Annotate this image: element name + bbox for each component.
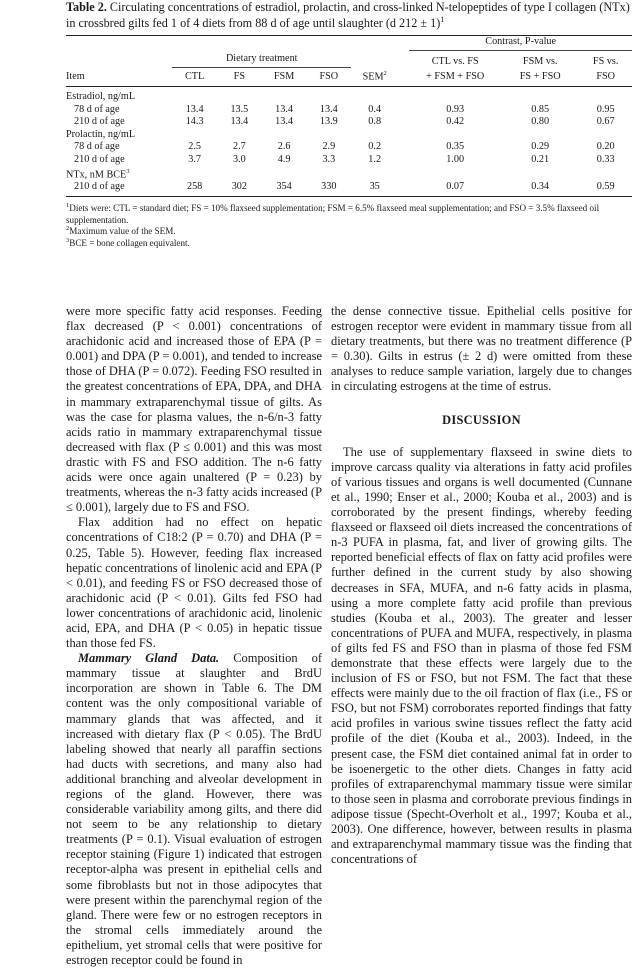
cell: 0.21 — [531, 153, 550, 165]
table-2 — [66, 0, 632, 249]
paragraph: Flax addition had no effect on hepatic concentrations of C18:2 (P = 0.70) and DHA (P = 0.25, Table 5). However, feeding flax increased hepatic concentrations of linolenic acid and EPA (P < 0.01), and feeding FS or FSO decreased those of arachidonic acid (P < 0.01). Gilts fed FSO had lower concentrations of arachidonic acid, linolenic acid, EPA, and DHA (P < 0.05) in hepatic tissue than those fed FS. — [66, 515, 322, 651]
header-fsm: FSM — [273, 70, 295, 82]
cell: 13.4 — [275, 103, 293, 115]
header-sem: SEM — [362, 70, 384, 82]
row-label-sup: 3 — [126, 167, 130, 175]
table-row — [66, 181, 632, 197]
cell: 354 — [262, 181, 307, 197]
paragraph — [66, 651, 322, 968]
cell: 0.93 — [446, 103, 465, 115]
footnote-text: BCE = bone collagen equivalent. — [69, 237, 190, 248]
cell: 0.8 — [368, 116, 382, 128]
cell: 4.9 — [277, 153, 291, 165]
cell: 13.9 — [319, 116, 338, 128]
cell: 3.3 — [322, 153, 336, 165]
cell: 0.35 — [446, 141, 465, 153]
header-fso: FSO — [319, 70, 339, 82]
table-footnotes — [66, 203, 632, 249]
table-caption — [66, 0, 632, 31]
cell: 14.3 — [185, 116, 204, 128]
cell: 0.80 — [531, 116, 550, 128]
table-caption-text: Circulating concentrations of estradiol, prolactin, and cross-linked N-telopeptides of type I collagen (NTx) in crossbred gilts fed 1 of 4 diets from 88 d of age until slaughter (d 212 ± 1) — [66, 0, 630, 30]
paragraph: were more specific fatty acid responses. Feeding flax decreased (P < 0.001) concentrations of arachidonic acid and increased those of EPA (P = 0.001) and DPA (P = 0.001), and tended to increase those of DHA (P = 0.072). Feeding FSO resulted in the greatest concentrations of EPA, DPA, and DHA in mammary extraparenchymal tissue of gilts. As was the case for plasma values, the n-6/n-3 fatty acids ratio in mammary extraparenchymal tissue decreased with flax (P ≤ 0.001) and this was most drastic with FS and FSO addition. The n-6 fatty acids were once again unaltered (P = 0.23) by treatments, whereas the n-3 fatty acids increased (P ≤ 0.001), largely due to FS and FSO. — [66, 304, 322, 515]
footnote-marker: 1 — [66, 202, 70, 210]
header-contrast-1-line2: + FSM + FSO — [426, 70, 485, 82]
table-row — [66, 141, 632, 154]
cell: 0.95 — [596, 103, 615, 115]
footnote-text: Maximum value of the SEM. — [69, 226, 176, 237]
header-contrast-3-line2: FSO — [596, 70, 616, 82]
cell: 0.67 — [596, 116, 615, 128]
header-fs: FS — [233, 70, 246, 82]
cell: 1.2 — [368, 153, 382, 165]
header-contrast-2-line1: FSM vs. — [522, 55, 558, 67]
cell: 13.4 — [319, 103, 338, 115]
cell: 0.07 — [409, 181, 501, 197]
right-column — [331, 304, 632, 867]
cell: 13.5 — [230, 103, 249, 115]
cell: 0.4 — [368, 103, 382, 115]
cell: 13.4 — [230, 116, 249, 128]
row-label: Prolactin, ng/mL — [66, 128, 136, 140]
cell: 13.4 — [275, 116, 293, 128]
footnote-marker: 2 — [66, 225, 70, 233]
cell: 0.85 — [531, 103, 550, 115]
row-label: 210 d of age — [66, 181, 172, 197]
table-row — [66, 103, 632, 116]
table-row — [66, 166, 632, 181]
paragraph-text: Composition of mammary tissue at slaughter and BrdU incorporation are shown in Table 6. The DM content was the only compositional variable of mammary glands that was affected, and it increased with dietary flax (P < 0.05). The BrdU labeling showed that nearly all paraffin sections had ducts with secretions, and many also had additional branching and alveolar development in regions of the gland. However, there was considerable variability among gilts, and there did not seem to be any relationship to dietary treatments (P = 0.1). Visual evaluation of estrogen receptor staining (Figure 1) indicated that estrogen receptor-alpha was present in epithelial cells and some fibroblasts but not in those adipocytes that were present within the parenchymal region of the gland. There were few or no estrogen receptors in the stromal cells immediately around the epithelium, yet stromal cells that were positive for estrogen receptor could be found in — [66, 651, 322, 968]
row-label: 78 d of age — [74, 103, 120, 115]
table-caption-sup: 1 — [440, 14, 445, 24]
header-contrast: Contrast, P-value — [485, 36, 557, 47]
table-body — [66, 86, 632, 196]
footnote — [66, 238, 632, 249]
section-heading: DISCUSSION — [442, 412, 521, 427]
cell: 3.7 — [188, 153, 201, 165]
cell: 0.34 — [501, 181, 579, 197]
left-column — [66, 304, 322, 968]
paragraph: The use of supplementary flaxseed in swine diets to improve carcass quality via alterations in fatty acid profiles of various tissues and organs is well documented (Cunnane et al., 1990; Enser et al., 2000; Kouba et al., 2003) and is corroborated by the present findings, whereby feeding flaxseed or flaxseed oil diets increased the concentrations of n-3 PUFA in plasma, fat, and liver of growing gilts. The reported beneficial effects of flax on fatty acid profiles were further defined in the current study by also showing decreases in SFA, MUFA, and n-6 fatty acids in plasma, using a more complete fatty acid profile than previous studies (Kouba et al., 2003). The greater and lesser concentrations of PUFA and MUFA, respectively, in plasma of gilts fed FS and FSO than in plasma of those fed FSM demonstrate that these effects were largely due to the inclusion of FS or FSO, but not FSM. The fact that these effects were mainly due to the oil fraction of flax (i.e., FS or FSO, but not FSM) corroborates reported findings that fatty acid profiles in various swine tissues reflect the fatty acid profile of the diet (Kouba et al., 2003). Indeed, in the present case, the FSM diet contained animal fat in order to be isoenergetic to the other diets. Changes in fatty acid profiles of extraparenchymal mammary tissue were similar to those seen in plasma and corroborate previous findings in adipose tissue (Specht-Overholt et al., 1997; Kouba et al., 2003). One difference, however, between results in plasma and extraparenchymal mammary tissue was the finding that concentrations of — [331, 444, 632, 867]
cell: 0.59 — [579, 181, 632, 197]
header-dietary-treatment: Dietary treatment — [225, 53, 298, 64]
cell: 258 — [172, 181, 217, 197]
header-contrast-1-line1: CTL vs. FS — [431, 55, 479, 67]
footnote-marker: 3 — [66, 236, 70, 244]
cell: 35 — [351, 181, 398, 197]
row-label: Estradiol, ng/mL — [66, 90, 136, 102]
footnote — [66, 203, 632, 226]
table-row — [66, 116, 632, 129]
header-contrast-3-line1: FS vs. — [592, 55, 619, 67]
cell: 2.6 — [277, 141, 291, 153]
cell: 0.20 — [596, 141, 615, 153]
header-sem-sup: 2 — [383, 69, 387, 77]
header-ctl: CTL — [184, 70, 205, 82]
footnote-text: Diets were: CTL = standard diet; FS = 10% flaxseed supplementation; FSM = 6.5% flaxseed meal supplementation; and FSO = 3.5% flaxseed oil supplementation. — [66, 203, 600, 225]
cell: 3.0 — [232, 153, 246, 165]
cell: 0.42 — [446, 116, 465, 128]
cell: 1.00 — [446, 153, 465, 165]
cell: 302 — [217, 181, 262, 197]
row-label — [66, 166, 172, 181]
header-contrast-2-line2: FS + FSO — [519, 70, 561, 82]
footnote — [66, 226, 632, 237]
header-item: Item — [66, 70, 85, 82]
cell: 13.4 — [185, 103, 204, 115]
cell: 0.29 — [531, 141, 550, 153]
paragraph: the dense connective tissue. Epithelial cells positive for estrogen receptor were evident in mammary tissue from all dietary treatments, but there was no treatment difference (P = 0.30). Gilts in estrus (± 2 d) were omitted from these analyses to reduce sample variation, largely due to changes in circulating estrogens at the time of estrus. — [331, 304, 632, 394]
cell: 330 — [306, 181, 351, 197]
table-row — [66, 128, 632, 141]
subheading: Mammary Gland Data. — [78, 651, 220, 666]
cell: 2.7 — [232, 141, 246, 153]
cell: 0.2 — [368, 141, 382, 153]
table-caption-label: Table 2. — [66, 0, 107, 14]
row-label: 78 d of age — [74, 141, 120, 153]
row-label-text: NTx, nM BCE — [66, 169, 127, 181]
cell: 2.9 — [322, 141, 336, 153]
row-label: 210 d of age — [74, 153, 125, 165]
table-row — [66, 153, 632, 166]
cell: 2.5 — [188, 141, 201, 153]
data-table — [66, 35, 632, 197]
cell: 0.33 — [596, 153, 615, 165]
table-row — [66, 90, 632, 103]
row-label: 210 d of age — [74, 116, 125, 128]
